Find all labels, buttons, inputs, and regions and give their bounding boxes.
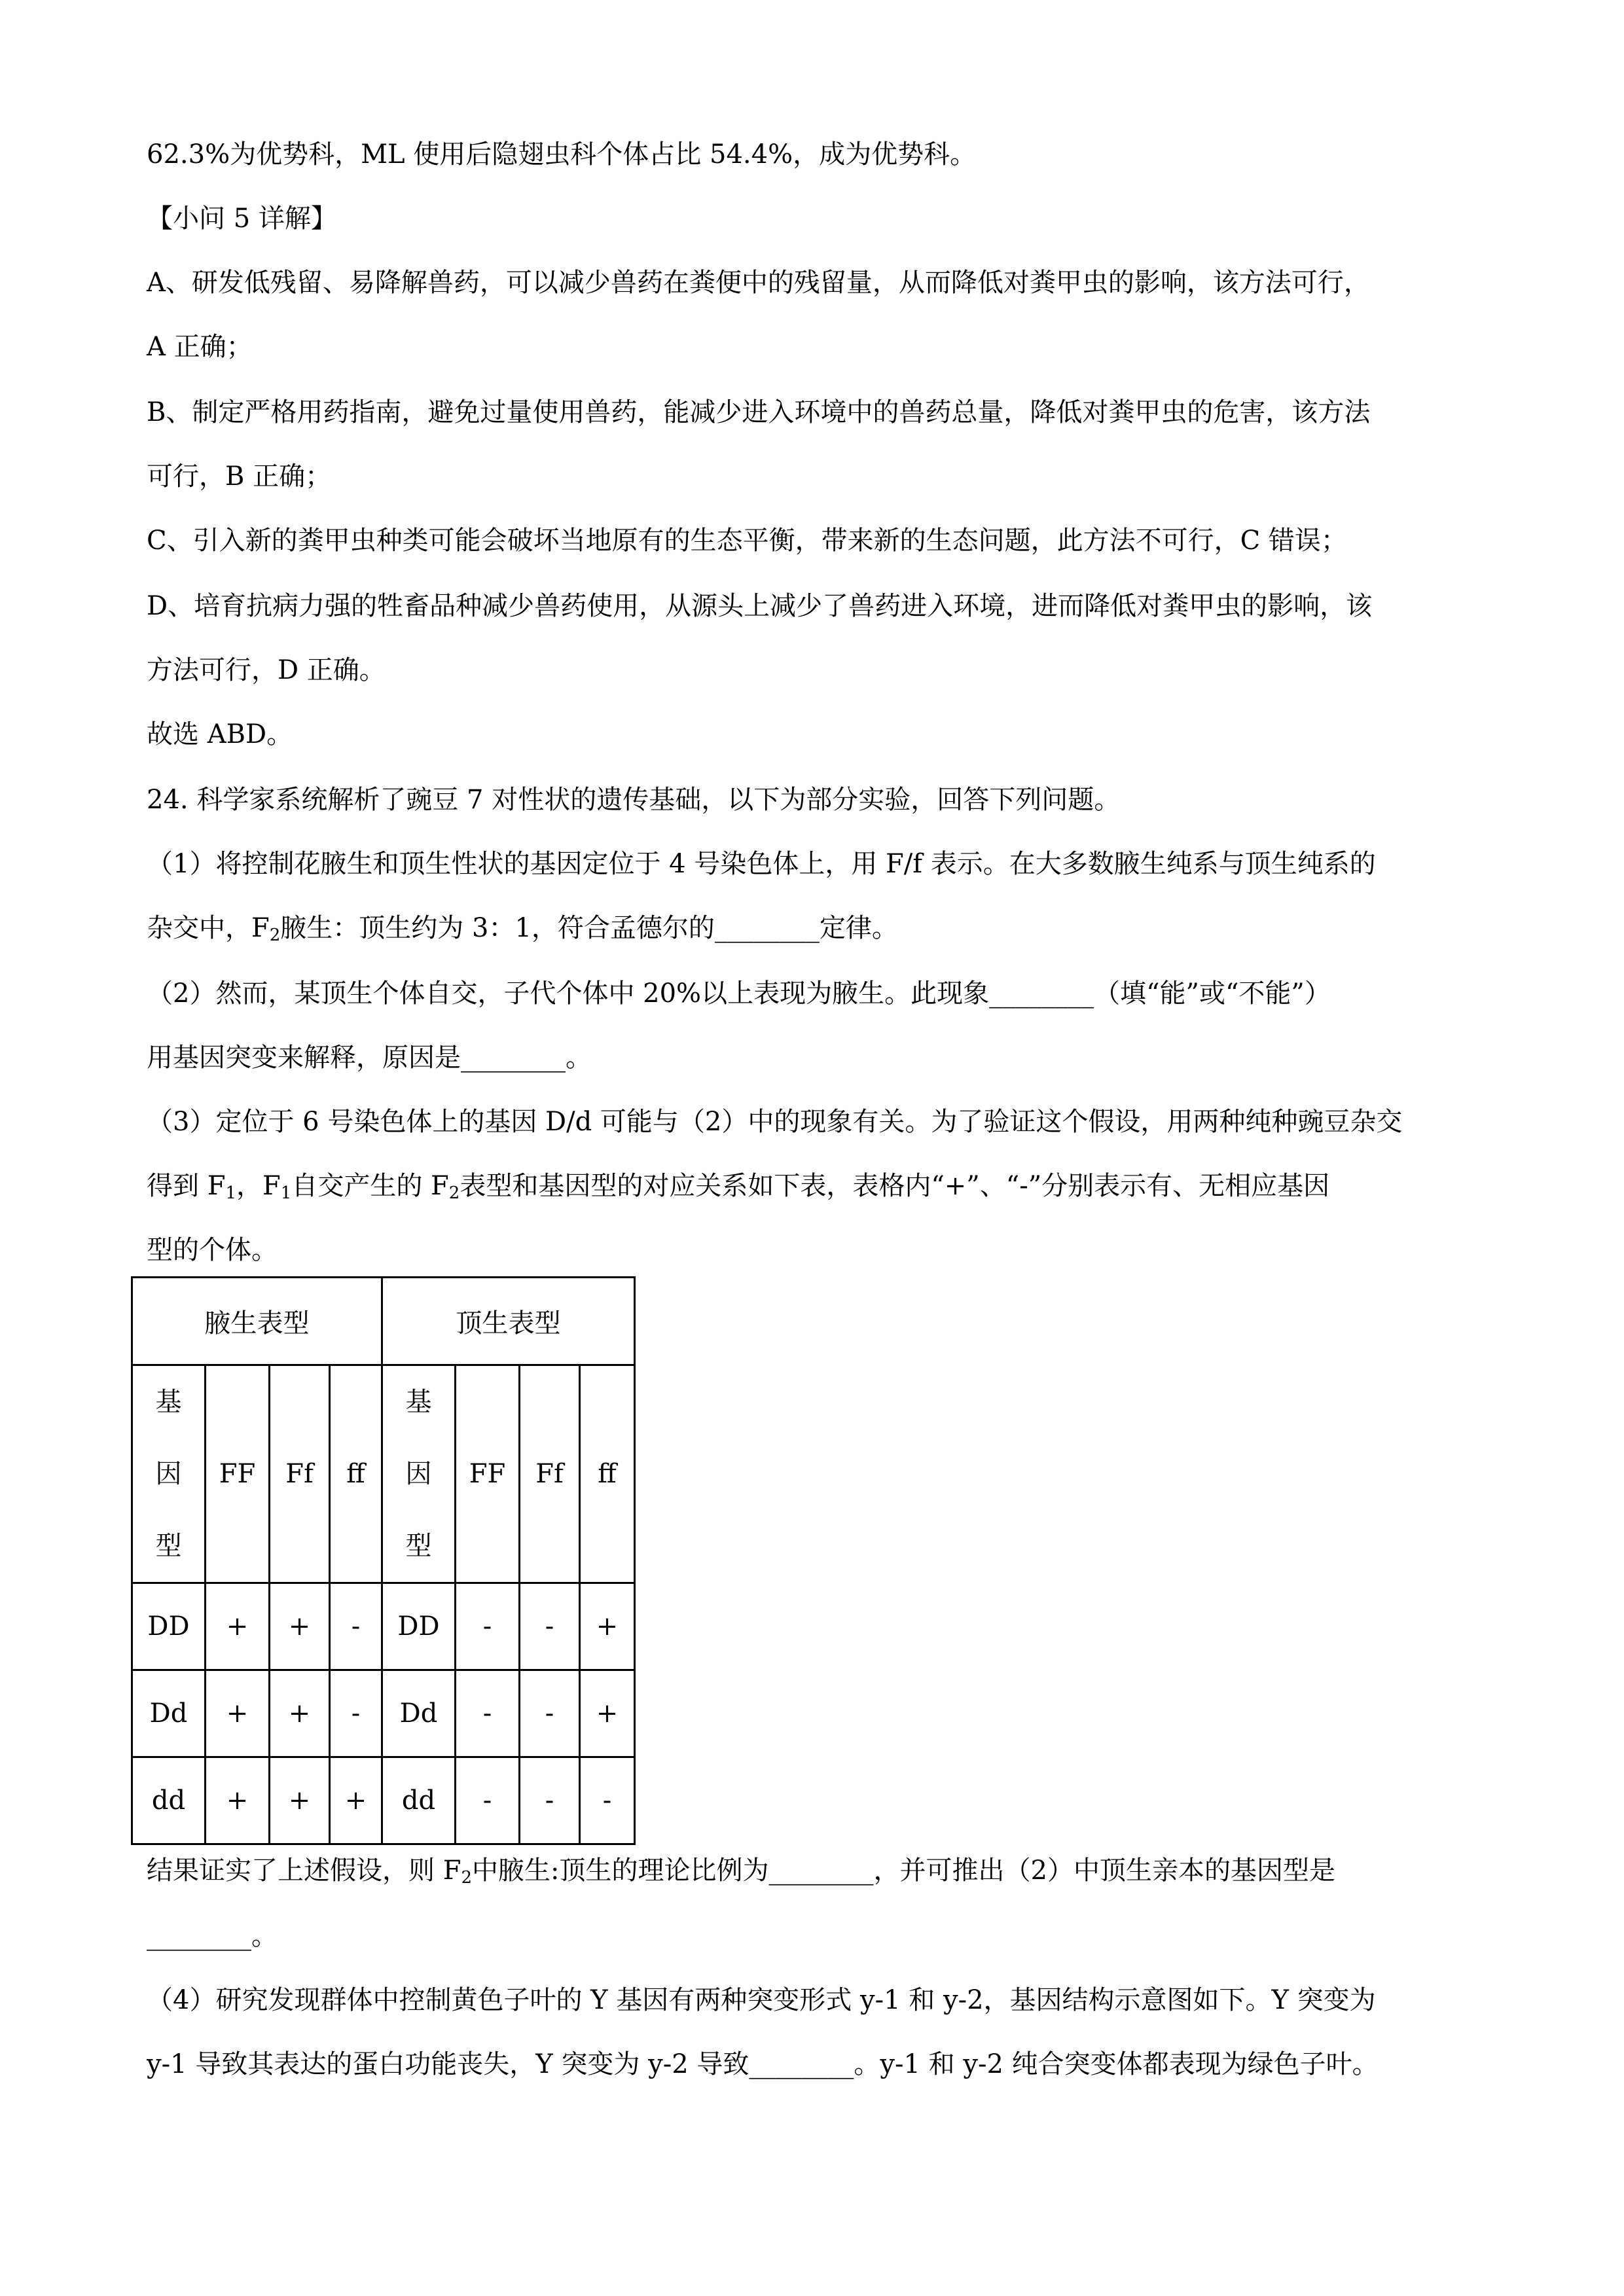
table-cell: - [330,1583,382,1670]
row-genotype: Dd [382,1670,456,1757]
subscript: 1 [280,1183,292,1203]
text-line: （4）研究发现群体中控制黄色子叶的 Y 基因有两种突变形式 y-1 和 y-2，基因结构示意图如下。Y 突变为 [147,1985,1376,2015]
header-axillary: 腋生表型 [132,1278,382,1365]
text-line [147,1168,1329,1204]
subscript: 2 [269,925,281,945]
row-genotype: dd [382,1757,456,1844]
column-header: Ff [520,1365,580,1583]
table-cell: - [330,1670,382,1757]
table-cell: + [330,1757,382,1844]
text-line: C、引入新的粪甲虫种类可能会破坏当地原有的生态平衡，带来新的生态问题，此方法不可行，C 错误； [147,526,1347,556]
gene-label-cell: 基 因 型 [132,1365,206,1583]
text-line: B、制定严格用药指南，避免过量使用兽药，能减少进入环境中的兽药总量，降低对粪甲虫的危害，该方法 [147,397,1371,427]
table-row [132,1670,635,1757]
text-line: （3）定位于 6 号染色体上的基因 D/d 可能与（2）中的现象有关。为了验证这个假设，用两种纯种豌豆杂交 [147,1107,1403,1137]
text-segment: 得到 F [147,1171,226,1201]
row-genotype: Dd [132,1670,206,1757]
subscript: 2 [461,1868,473,1888]
text-line: A、研发低残留、易降解兽药，可以减少兽药在粪便中的残留量，从而降低对粪甲虫的影响，该方法可行， [147,268,1370,298]
text-line: 可行，B 正确； [147,461,332,492]
question-title: 24. 科学家系统解析了豌豆 7 对性状的遗传基础，以下为部分实验，回答下列问题。 [147,785,1121,815]
table-cell: - [456,1757,520,1844]
table-cell: + [580,1670,635,1757]
table-cell: + [206,1670,270,1757]
text-segment: 中腋生:顶生的理论比例为________，并可推出（2）中顶生亲本的基因型是 [472,1856,1335,1886]
table-cell: + [270,1757,330,1844]
text-line: 62.3%为优势科，ML 使用后隐翅虫科个体占比 54.4%，成为优势科。 [147,139,977,170]
section-heading: 【小问 5 详解】 [147,204,337,234]
table-cell: - [456,1670,520,1757]
text-segment: ，F [236,1171,281,1201]
text-line: D、培育抗病力强的牲畜品种减少兽药使用，从源头上减少了兽药进入环境，进而降低对粪甲虫的影响，该 [147,591,1373,621]
table-cell: - [520,1670,580,1757]
subscript: 2 [448,1183,460,1203]
table-cell: - [520,1583,580,1670]
table-cell: + [270,1583,330,1670]
text-line: 故选 ABD。 [147,719,293,749]
text-line: 方法可行，D 正确。 [147,655,386,685]
text-line: y-1 导致其表达的蛋白功能丧失，Y 突变为 y-2 导致________。y-1 和 y-2 纯合突变体都表现为绿色子叶。 [147,2049,1379,2079]
table-cell: - [580,1757,635,1844]
row-genotype: dd [132,1757,206,1844]
text-line: （2）然而，某顶生个体自交，子代个体中 20%以上表现为腋生。此现象________（填“能”或“不能”） [147,978,1331,1009]
table-cell: - [456,1583,520,1670]
subscript: 1 [225,1183,237,1203]
table-cell: + [206,1757,270,1844]
table-cell: - [520,1757,580,1844]
gene-label-cell: 基 因 型 [382,1365,456,1583]
table-row [132,1583,635,1670]
row-genotype: DD [382,1583,456,1670]
text-line: 用基因突变来解释，原因是________。 [147,1043,592,1073]
text-segment: 自交产生的 F [291,1171,449,1201]
column-header: FF [206,1365,270,1583]
text-line: 型的个体。 [147,1235,278,1265]
column-header: Ff [270,1365,330,1583]
table-row [132,1757,635,1844]
text-line: （1）将控制花腋生和顶生性状的基因定位于 4 号染色体上，用 F/f 表示。在大多数腋生纯系与顶生纯系的 [147,849,1376,879]
text-line [147,910,898,946]
text-segment: 杂交中，F [147,913,270,943]
text-line: A 正确； [147,332,253,362]
text-segment: 结果证实了上述假设，则 F [147,1856,461,1886]
column-header: FF [456,1365,520,1583]
table-cell: + [206,1583,270,1670]
column-header: ff [580,1365,635,1583]
text-line [147,1852,1335,1889]
genotype-table [131,1276,636,1845]
header-terminal: 顶生表型 [382,1278,635,1365]
row-genotype: DD [132,1583,206,1670]
text-segment: 表型和基因型的对应关系如下表，表格内“+”、“-”分别表示有、无相应基因 [460,1171,1330,1201]
table-cell: + [270,1670,330,1757]
column-header: ff [330,1365,382,1583]
text-segment: 腋生：顶生约为 3：1，符合孟德尔的________定律。 [280,913,898,943]
table-cell: + [580,1583,635,1670]
text-line: ________。 [147,1921,278,1951]
